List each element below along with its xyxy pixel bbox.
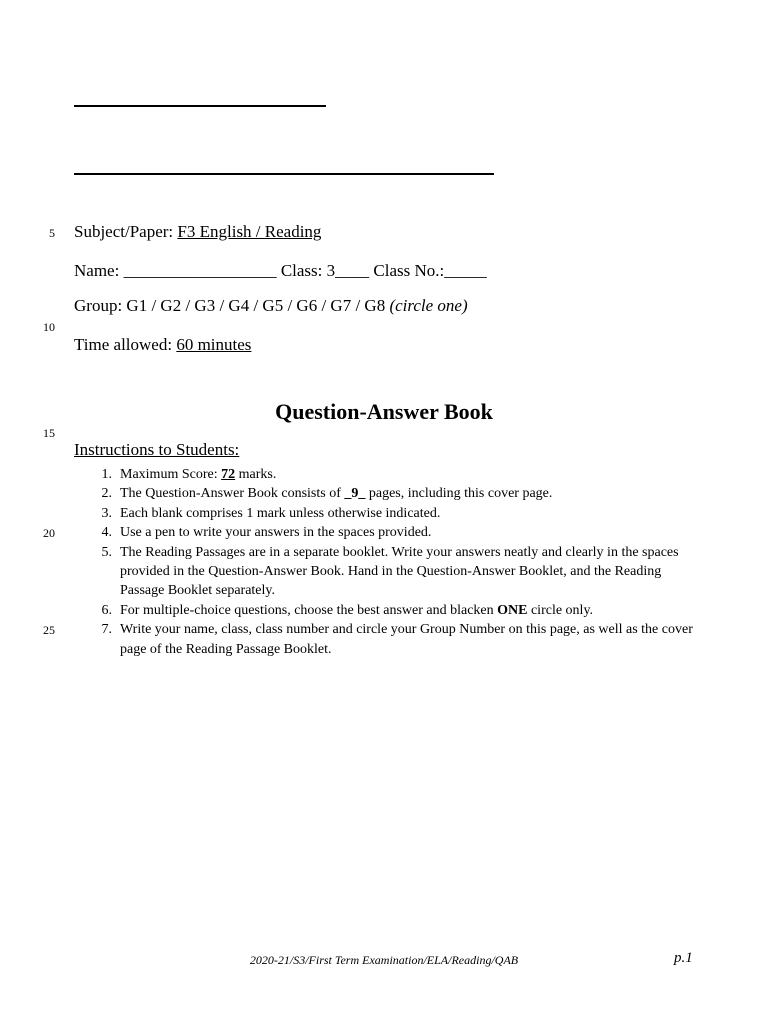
page-title: Question-Answer Book: [275, 399, 493, 424]
group-note: (circle one): [389, 296, 468, 315]
group-line: [74, 296, 468, 316]
time-value: 60 minutes: [176, 335, 252, 354]
instruction-number: 2.: [101, 486, 112, 502]
line-number-15: 15: [43, 426, 55, 440]
subject-paper-line: [74, 222, 321, 242]
subject-label: Subject/Paper:: [74, 222, 178, 241]
line-number-10: 10: [43, 320, 55, 334]
max-score-value: 72: [221, 467, 236, 482]
instruction-number: 6.: [101, 602, 112, 618]
instruction-number: 1.: [101, 467, 112, 482]
one-emphasis: ONE: [497, 602, 528, 618]
instruction-text: The Reading Passages are in a separate booklet. Write your answers neatly and clearly in the spaces provided in the Question-Answer Book. Hand in the Question-Answer Booklet, and the Reading Passage Booklet separately.: [120, 544, 679, 599]
instruction-number: 4.: [101, 525, 112, 541]
instructions-heading: Instructions to Students:: [74, 440, 240, 459]
instruction-text: circle only.: [527, 602, 594, 618]
footer-exam-code: 2020-21/S3/First Term Examination/ELA/Reading/QAB: [249, 953, 519, 967]
instruction-text: Use a pen to write your answers in the spaces provided.: [120, 525, 432, 541]
page-count-value: _9_: [344, 486, 366, 502]
line-number-25: 25: [43, 623, 55, 637]
group-label: Group: G1 / G2 / G3 / G4 / G5 / G6 / G7 / G8: [74, 296, 390, 315]
instruction-item-7: [74, 620, 704, 659]
instruction-number: 5.: [101, 544, 112, 560]
subject-value: F3 English / Reading: [177, 222, 322, 241]
name-class-line: [74, 261, 487, 281]
instruction-text: For multiple-choice questions, choose the best answer and blacken: [120, 602, 498, 618]
instruction-text: pages, including this cover page.: [365, 486, 553, 502]
instruction-text: The Question-Answer Book consists of: [120, 486, 345, 502]
time-label: Time allowed:: [74, 335, 177, 354]
instruction-text: Write your name, class, class number and circle your Group Number on this page, as well as the cover page of the Reading Passage Booklet.: [120, 622, 693, 657]
instruction-item-3: [74, 504, 704, 523]
name-label: Name: __________________: [74, 261, 281, 280]
class-number-label: Class No.:_____: [373, 261, 487, 280]
instruction-item-4: [74, 523, 704, 542]
line-number-20: 20: [43, 526, 55, 540]
header-blank-line-2: [74, 173, 494, 175]
instruction-item-2: [74, 484, 704, 503]
instruction-text: marks.: [235, 467, 277, 482]
instruction-text: Maximum Score:: [120, 467, 222, 482]
header-blank-line-1: [74, 105, 326, 107]
instruction-text: Each blank comprises 1 mark unless otherwise indicated.: [120, 505, 441, 521]
instruction-number: 7.: [101, 622, 112, 638]
instruction-item-6: [74, 601, 704, 620]
instruction-item-5: [74, 543, 704, 601]
time-allowed-line: [74, 335, 251, 355]
instruction-item-1: [74, 465, 704, 484]
instruction-number: 3.: [101, 505, 112, 521]
class-label: Class: 3____: [280, 261, 374, 280]
instructions-list: [74, 465, 704, 659]
page-number: p.1: [674, 950, 693, 966]
line-number-5: 5: [49, 226, 55, 240]
